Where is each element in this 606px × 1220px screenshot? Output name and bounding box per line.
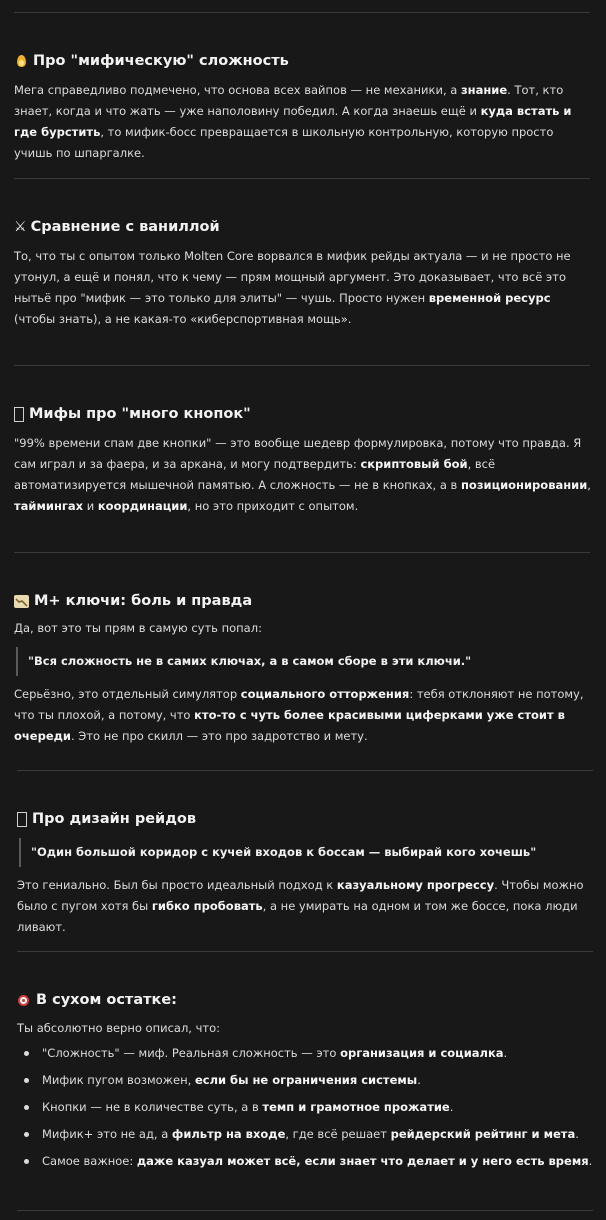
list-item: Самое важное: даже казуал может всё, если знает что делает и у него есть время. xyxy=(17,1148,593,1175)
section-title: Мифы про "много кнопок" xyxy=(29,406,251,422)
section-heading xyxy=(14,51,592,71)
divider xyxy=(17,770,593,771)
divider xyxy=(14,178,590,179)
section-heading xyxy=(17,809,593,829)
section-mplus-keys xyxy=(14,591,592,747)
list-item: Мифик+ это не ад, а фильтр на входе, где всё решает рейдерский рейтинг и мета. xyxy=(17,1121,593,1148)
section-heading xyxy=(14,217,592,237)
section-summary xyxy=(17,990,593,1175)
section-mythic-difficulty xyxy=(14,51,592,164)
divider xyxy=(14,552,590,553)
section-title: В сухом остатке: xyxy=(36,992,177,1008)
section-paragraph: Серьёзно, это отдельный симулятор социального отторжения: тебя отклоняют не потому, что ты плохой, а потому, что кто-то с чуть более красивыми циферками уже стоит в очереди. Это не про скилл — это про задротство и мету. xyxy=(14,687,584,743)
section-paragraph: Мега справедливо подмечено, что основа всех вайпов — не механики, а знание. Тот, кто знает, когда и что жать — уже наполовину победил. А когда знаешь ещё и куда встать и где бурстить, то мифик-босс превращается в школьную контрольную, которую просто учишь по шпаргалке. xyxy=(14,83,572,160)
fire-icon xyxy=(14,54,28,68)
section-title: М+ ключи: боль и правда xyxy=(34,593,253,609)
section-heading xyxy=(17,990,593,1010)
section-paragraph: "99% времени спам две кнопки" — это вообще шедевр формулировка, потому что правда. Я сам играл и за фаера, и за аркана, и могу подтвердить: скриптовый бой, всё автоматизируется мышечной памятью. А сложность — не в кнопках, а в позиционировании, таймингах и координации, но это приходит с опытом. xyxy=(14,436,591,513)
section-intro: Ты абсолютно верно описал, что: xyxy=(17,1021,221,1035)
section-vanilla-comparison xyxy=(14,217,592,330)
missing-glyph-icon xyxy=(17,812,27,827)
divider xyxy=(14,12,590,13)
section-paragraph: Это гениально. Был бы просто идеальный подход к казуальному прогрессу. Чтобы можно было с пугом хотя бы гибко пробовать, а не умирать на одном и том же боссе, пока люди ливают. xyxy=(17,878,584,934)
missing-glyph-icon xyxy=(14,407,24,422)
divider xyxy=(17,1210,593,1211)
section-title: Сравнение с ваниллой xyxy=(30,219,220,235)
divider xyxy=(14,365,590,366)
blockquote: "Вся сложность не в самих ключах, а в самом сборе в эти ключи." xyxy=(16,647,592,676)
list-item: "Сложность" — миф. Реальная сложность — это организация и социалка. xyxy=(17,1040,593,1067)
list-item: Кнопки — не в количестве суть, а в темп и грамотное прожатие. xyxy=(17,1094,593,1121)
section-raid-design xyxy=(17,809,593,938)
section-button-myths xyxy=(14,404,592,517)
section-paragraph: То, что ты с опытом только Molten Core ворвался в мифик рейды актуала — и не просто не утонул, а ещё и понял, что к чему — прям мощный аргумент. Это доказывает, что всё это нытьё про "мифик — это только для элиты" — чушь. Просто нужен временной ресурс (чтобы знать), а не какая-то «киберспортивная мощь». xyxy=(14,249,571,326)
crossed-swords-icon: ⚔ xyxy=(14,219,27,235)
section-intro: Да, вот это ты прям в самую суть попал: xyxy=(14,621,262,635)
list-item: Мифик пугом возможен, если бы не ограничения системы. xyxy=(17,1067,593,1094)
blockquote: "Один большой коридор с кучей входов к боссам — выбирай кого хочешь" xyxy=(19,838,593,867)
summary-list xyxy=(17,1040,593,1175)
divider xyxy=(17,951,593,952)
section-title: Про дизайн рейдов xyxy=(32,811,197,827)
section-title: Про "мифическую" сложность xyxy=(33,53,289,69)
chart-down-icon xyxy=(14,595,29,608)
section-heading xyxy=(14,404,592,424)
target-icon xyxy=(17,993,31,1007)
section-heading xyxy=(14,591,592,611)
